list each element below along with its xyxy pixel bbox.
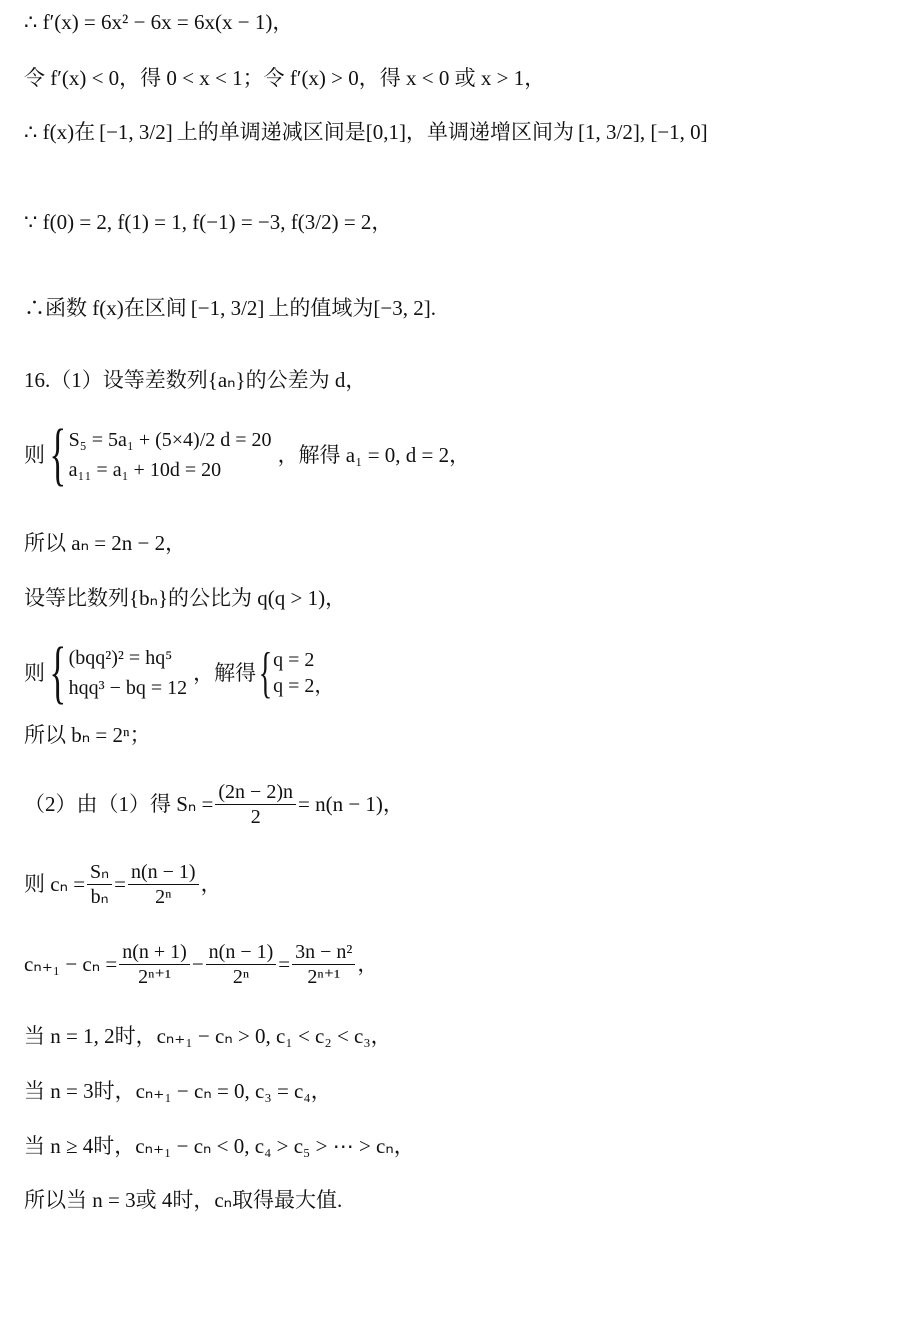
q-solution-1: q = 2 [273,649,315,671]
diff-denominator-1: 2ⁿ⁺¹ [138,966,171,988]
diff-prefix: cₙ₊₁ − cₙ = [24,952,118,976]
range-domain: [−1, 3/2] [190,296,265,320]
an-formula-text: 所以 aₙ = 2n − 2， [24,531,187,555]
derivative-text: ∴ f′(x) = 6x² − 6x = 6x(x − 1)， [24,10,294,34]
geometric-setup-line [24,588,346,609]
case-n12-line [24,1026,392,1047]
diff-fraction-3 [292,942,355,987]
sn-prefix: （2）由（1）得 Sₙ = [24,792,214,816]
function-values-line [24,212,392,233]
cn-fraction-1 [87,862,112,907]
arithmetic-solution: ，解得 a₁ = 0, d = 2， [277,442,471,467]
case-n4-line [24,1136,415,1157]
function-values-text: ∵ f(0) = 2, f(1) = 1, f(−1) = −3, f(3/2) = 2， [24,210,393,234]
sn-denominator: 2 [250,806,261,828]
bn-formula-text: 所以 bₙ = 2ⁿ； [24,723,151,747]
cn-denominator-1: bₙ [90,886,109,908]
diff-minus: − [191,952,204,976]
cn-denominator-2: 2ⁿ [155,886,172,908]
conclusion-text: 所以当 n = 3或 4时，cₙ取得最大值. [24,1188,343,1212]
geometric-solution [273,650,334,696]
sn-numerator: (2n − 2)n [215,782,296,805]
range-line [24,298,436,319]
problem-16-heading [24,370,366,391]
domain-interval: [−1, 3/2] [99,120,173,144]
case-n12-text: 当 n = 1, 2时，cₙ₊₁ − cₙ > 0, c₁ < c₂ < c₃， [24,1024,392,1048]
left-brace-icon: { [49,416,67,493]
geometric-setup-text: 设等比数列{bₙ}的公比为 q(q > 1)， [24,586,347,610]
geometric-system [69,648,188,698]
system-prefix: 则 [24,442,45,467]
decreasing-interval-text: 上的单调递减区间是[0,1]，单调递增区间为 [176,120,575,144]
derivative-line [24,12,293,33]
diff-equals: = [278,952,291,976]
arithmetic-system-line [24,416,471,493]
cn-suffix: ， [200,872,222,896]
geometric-system-line [24,634,335,711]
term-equation: a₁₁ = a₁ + 10d = 20 [68,459,222,481]
diff-suffix: ， [357,952,379,976]
diff-numerator-3: 3n − n² [292,942,355,965]
case-n3-line [24,1081,332,1102]
system-prefix-2: 则 [24,660,45,685]
diff-numerator-2: n(n − 1) [206,942,277,965]
diff-denominator-2: 2ⁿ [232,966,250,988]
cn-fraction-2 [128,862,199,907]
difference-equation: hqq³ − bq = 12 [68,677,188,699]
left-brace-icon: { [49,634,67,711]
sn-fraction [215,782,296,827]
diff-fraction-1 [119,942,190,987]
range-prefix: ∴函数 f(x)在区间 [24,296,187,320]
conclusion-line [24,1190,342,1211]
monotonic-interval-line [24,122,708,143]
range-result: 上的值域为[−3, 2]. [268,296,436,320]
sn-result: = n(n − 1)， [298,792,404,816]
increasing-intervals: [1, 3/2], [−1, 0] [578,120,708,144]
case-n3-text: 当 n = 3时，cₙ₊₁ − cₙ = 0, c₃ = c₄， [24,1079,332,1103]
cn-prefix: 则 cₙ = [24,872,86,896]
arithmetic-system [69,430,272,480]
cn-line [24,862,222,907]
bn-formula-line [24,725,151,746]
cn-equals: = [114,872,126,896]
solve-text: ，解得 [193,660,257,685]
sign-analysis-text: 令 f′(x) < 0，得 0 < x < 1；令 f′(x) > 0，得 x < 0 或 x > 1， [24,66,546,90]
cn-numerator-1: Sₙ [87,862,112,885]
diff-fraction-2 [206,942,277,987]
q-solution-2: q = 2， [273,675,335,697]
cn-difference-line [24,942,378,987]
left-brace-icon: { [258,642,273,704]
square-equation: (bqq²)² = hq⁵ [68,647,173,669]
monotonic-prefix: ∴ f(x)在 [24,120,96,144]
an-formula-line [24,533,186,554]
diff-numerator-1: n(n + 1) [119,942,190,965]
cn-numerator-2: n(n − 1) [128,862,199,885]
problem-16-text: 16.（1）设等差数列{aₙ}的公差为 d， [24,368,367,392]
sum-equation: S₅ = 5a₁ + (5×4)/2 d = 20 [68,429,272,451]
sn-line [24,782,404,827]
diff-denominator-3: 2ⁿ⁺¹ [307,966,341,988]
sign-analysis-line [24,68,545,89]
case-n4-text: 当 n ≥ 4时，cₙ₊₁ − cₙ < 0, c₄ > c₅ > ⋯ > cₙ， [24,1134,415,1158]
